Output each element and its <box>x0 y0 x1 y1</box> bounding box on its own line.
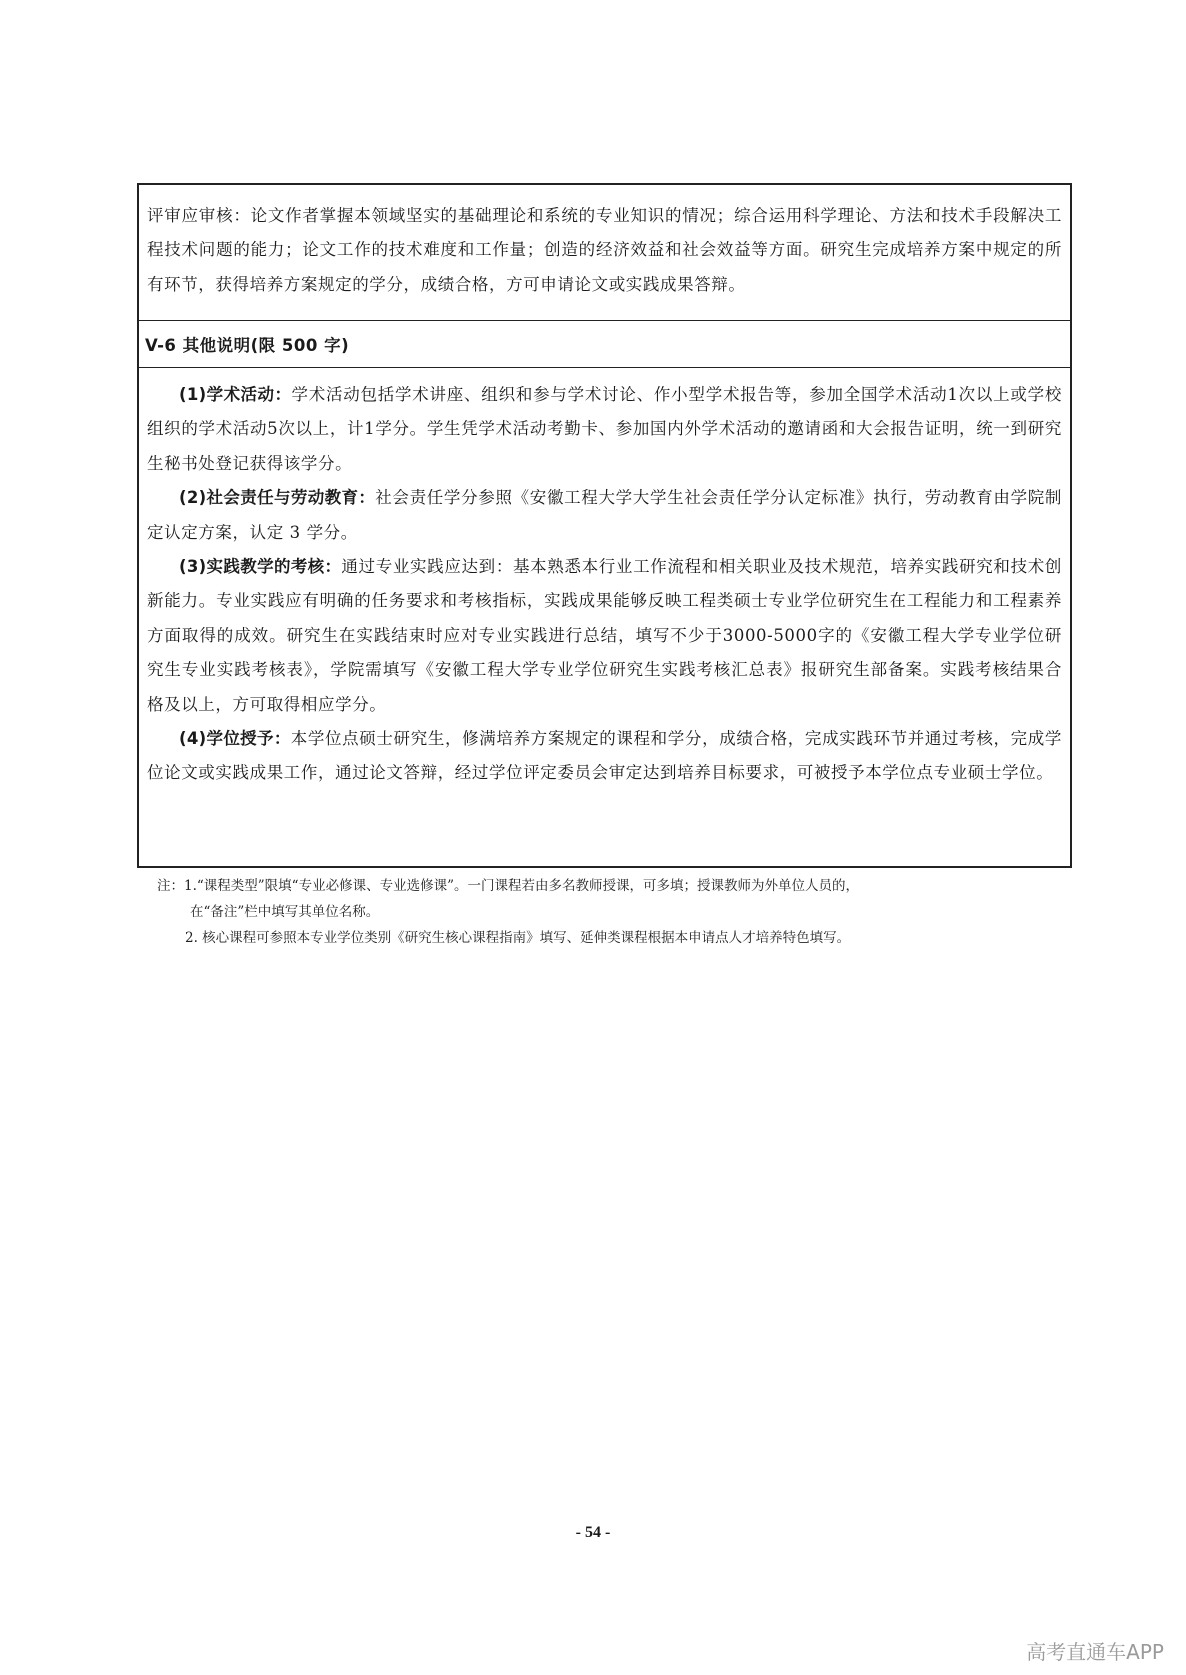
requirements-table <box>137 183 1072 868</box>
item-practice-assessment <box>147 550 1062 722</box>
item-label: (4)学位授予： <box>179 729 291 749</box>
footnote-1-line-1: 注：1.“课程类型”限填“专业必修课、专业选修课”。一门课程若由多名教师授课，可多填；授课教师为外单位人员的， <box>157 878 859 894</box>
item-text: 通过专业实践应达到：基本熟悉本行业工作流程和相关职业及技术规范，培养实践研究和技术创新能力。专业实践应有明确的任务要求和考核指标，实践成果能够反映工程类硕士专业学位研究生在工程能力和工程素养方面取得的成效。研究生在实践结束时应对专业实践进行总结，填写不少于3000-5000字的《安徽工程大学专业学位研究生专业实践考核表》，学院需填写《安徽工程大学专业学位研究生实践考核汇总表》报研究生部备案。实践考核结果合格及以上，方可取得相应学分。 <box>147 557 1062 714</box>
other-notes-cell <box>139 368 1070 866</box>
previous-section-cell <box>139 185 1070 321</box>
section-heading: V-6 其他说明(限 500 字) <box>145 336 350 355</box>
footnotes <box>157 873 1067 951</box>
footnote-1-line-2: 在“备注”栏中填写其单位名称。 <box>190 904 380 920</box>
item-academic-activities <box>147 378 1062 481</box>
item-social-responsibility <box>147 481 1062 550</box>
previous-section-text: 评审应审核：论文作者掌握本领域坚实的基础理论和系统的专业知识的情况；综合运用科学理论、方法和技术手段解决工程技术问题的能力；论文工作的技术难度和工作量；创造的经济效益和社会效益等方面。研究生完成培养方案中规定的所有环节，获得培养方案规定的学分，成绩合格，方可申请论文或实践成果答辩。 <box>147 206 1062 294</box>
item-degree-conferral <box>147 722 1062 791</box>
item-label: (3)实践教学的考核： <box>179 557 342 577</box>
item-text: 社会责任学分参照《安徽工程大学大学生社会责任学分认定标准》执行，劳动教育由学院制定认定方案，认定 3 学分。 <box>147 488 1063 542</box>
section-heading-cell <box>139 321 1070 368</box>
page-number: - 54 - <box>575 1524 611 1541</box>
footnote-2: 2. 核心课程可参照本专业学位类别《研究生核心课程指南》填写、延伸类课程根据本申请点人才培养特色填写。 <box>185 930 851 946</box>
item-label: (2)社会责任与劳动教育： <box>179 488 376 508</box>
item-text: 本学位点硕士研究生，修满培养方案规定的课程和学分，成绩合格，完成实践环节并通过考核，完成学位论文或实践成果工作，通过论文答辩，经过学位评定委员会审定达到培养目标要求，可被授予本学位点专业硕士学位。 <box>147 729 1063 783</box>
item-label: (1)学术活动： <box>179 385 292 404</box>
watermark: 高考直通车APP <box>1026 1640 1164 1664</box>
item-text: 学术活动包括学术讲座、组织和参与学术讨论、作小型学术报告等，参加全国学术活动1次以上或学校组织的学术活动5次以上，计1学分。学生凭学术活动考勤卡、参加国内外学术活动的邀请函和大会报告证明，统一到研究生秘书处登记获得该学分。 <box>147 385 1063 473</box>
